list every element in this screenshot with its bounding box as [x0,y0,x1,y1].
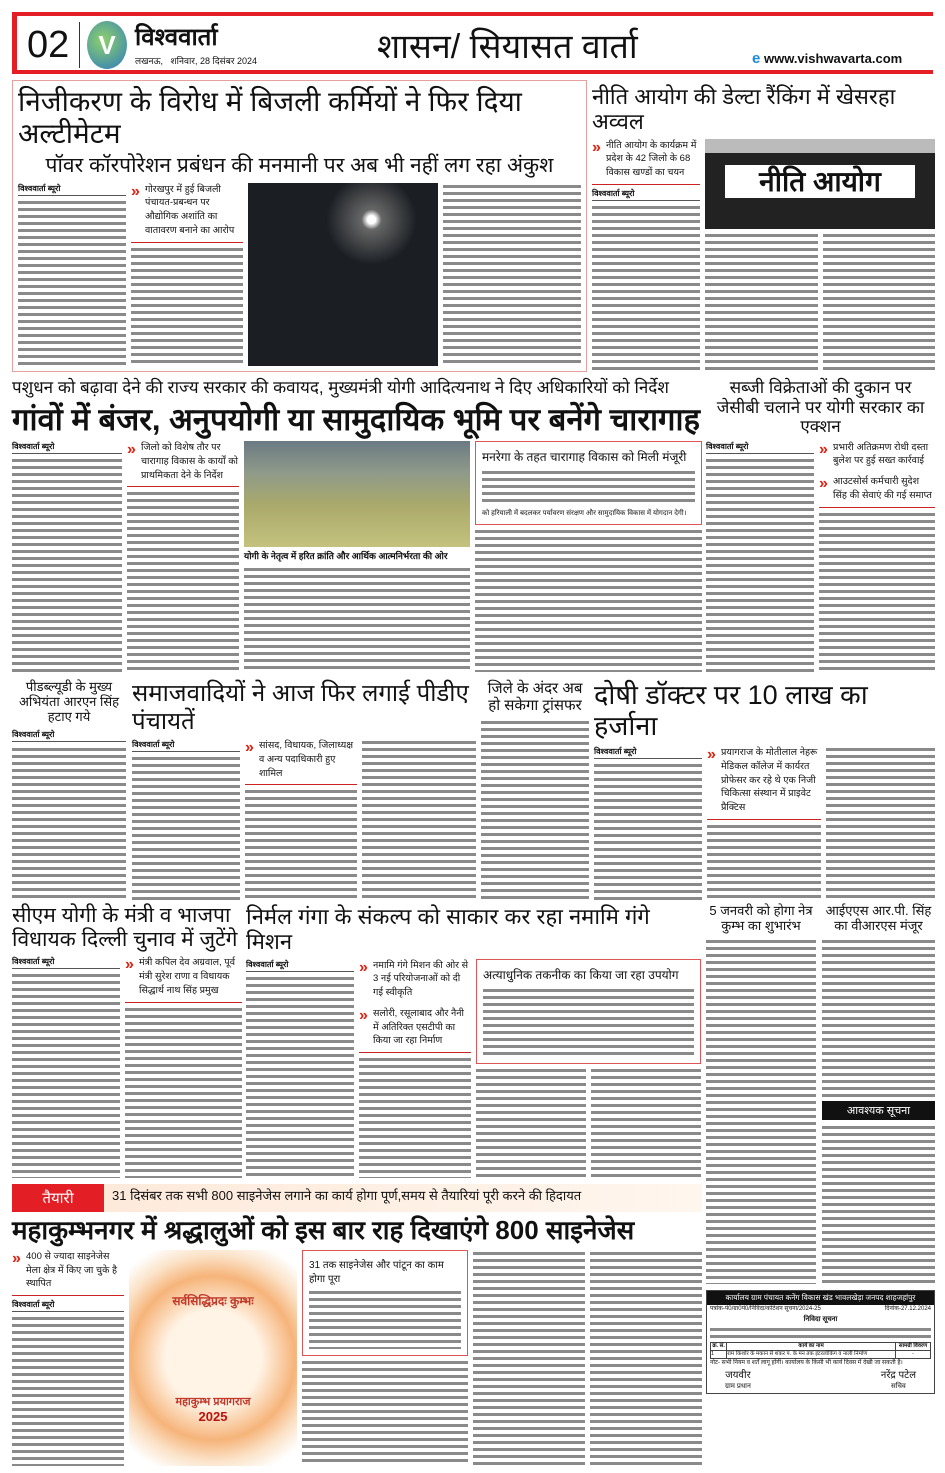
box-headline: 31 तक साइनेजेस और पांटून का काम होगा पूरा [309,1259,444,1285]
mnrega-box [475,441,702,525]
box-headline: अत्याधुनिक तकनीक का किया जा रहा उपयोग [483,967,679,982]
story-signage [12,1184,702,1466]
cell: 1 [711,1350,727,1358]
body-column [823,232,936,372]
notice-body [822,1124,935,1284]
photo-sign: नीति आयोग [725,165,915,199]
page-number: 02 [27,24,70,66]
body-column [244,566,470,672]
body-column [127,490,239,672]
pull-quote: » प्रयागराज के मोतीलाल नेहरू मेडिकल कॉलेज में कार्यरत प्रोफेसर कर रहे थे एक निजी चिकित्सा संस्थान में प्राइवेट प्रैक्टिस [707,746,821,820]
tender-notice [706,1290,935,1394]
signatory-role: ग्राम प्रधान [725,1382,751,1390]
pull-quote: » 400 से ज्यादा साइनेजेस मेला क्षेत्र में किए जा चुके है स्थापित [12,1250,124,1296]
byline: विश्ववार्ता ब्यूरो [592,188,700,201]
body-column [706,457,814,672]
body-column [302,1359,468,1466]
website-link[interactable]: e www.vishwavarta.com [752,50,903,67]
cell: - [895,1350,930,1358]
box-body [483,987,694,1057]
story-doctor [594,680,935,900]
pull-quote: » मंत्री कपिल देव अग्रवाल, पूर्व मंत्री सुरेश राणा व विधायक सिद्धार्थ नाथ सिंह प्रमुख [125,956,242,1002]
paper-name: विश्ववार्ता [135,24,218,51]
headline-delhi: सीएम योगी के मंत्री व भाजपा विधायक दिल्ली चुनाव में जुटेंगे [12,904,238,952]
body-column [131,246,243,366]
byline: विश्ववार्ता ब्यूरो [18,183,126,196]
pull-quote: » जिलो को विशेष तौर पर चारागाह विकास के कार्यों को प्राथमिकता देने के निर्देश [127,441,239,487]
notice-table [710,1342,931,1359]
headline-vendors: सब्जी विक्रेताओं की दुकान पर जेसीबी चलाने पर योगी सरकार का एक्शन [716,378,925,437]
body-column [246,975,354,1178]
cell: राम किशोर के मकान से शंकर प. के मन तक इंटरलॉकिंग व नाली निर्माण [727,1350,896,1358]
byline: विश्ववार्ता ब्यूरो [12,956,120,969]
body-column [592,204,700,372]
story-vendors [706,378,935,672]
box-body [482,469,695,505]
pull-quote: » नीति आयोग के कार्यक्रम में प्रदेश के 42 जिलो के 68 विकास खण्डों का चयन [592,139,700,185]
byline: विश्ववार्ता ब्यूरो [132,739,240,752]
body-column [591,1067,701,1178]
body-column [819,511,935,672]
pull-quote: » प्रभारी अतिक्रमण रोधी दस्ता बुलेश पर हुई सख्त कार्रवाई [819,441,935,473]
logo-sub: महाकुम्भ प्रयागराज [175,1395,251,1408]
headline-ias: आईएएस आर.पी. सिंह का वीआरएस मंजूर [825,903,932,933]
body-column [132,755,240,900]
body-column [125,1006,242,1178]
headline: निजीकरण के विरोध में बिजली कर्मियों ने फिर दिया अल्टीमेटम [18,86,522,150]
technology-box [476,959,701,1064]
signatory-name: जयवीर [725,1369,751,1381]
masthead [12,12,933,74]
body-column [594,762,702,900]
body-column [443,183,581,366]
header-rule [12,70,933,74]
logo-icon: V [87,21,127,69]
bold-lede: योगी के नेतृत्व में हरित क्रांति और आर्थिक आत्मनिर्भरता की ओर [244,551,448,562]
cattle-photo [244,441,470,547]
headline-samajwadi: समाजवादियों ने आज फिर लगाई पीडीए पंचायतें [132,680,469,735]
byline: विश्ववार्ता ब्यूरो [12,441,122,454]
body-column [12,972,120,1178]
preparation-banner [12,1184,702,1212]
byline: विश्ववार्ता ब्यूरो [594,746,702,759]
notice-title: आवश्यक सूचना [822,1101,935,1120]
notice-ref: पत्रांक-पं0/ग्रा0पं0/निविदा/कोटेशन सूचना/2024-25 [710,1305,821,1312]
headline-doctor: दोषी डॉक्टर पर 10 लाख का हर्जाना [594,680,868,742]
pull-quote: » नमामि गंगे मिशन की ओर से 3 नई परियोजनाओं को दी गई स्वीकृति [359,959,471,1004]
banner-text: 31 दिसंबर तक सभी 800 साइनेजेस लगाने का कार्य होगा पूर्ण,समय से तैयारियां पूरी करने की हिदायत [112,1188,582,1203]
notice-note: नोट- सभी नियम व शर्तें लागू होंगी। कार्यालय के किसी भी कार्य दिवस में देखी जा सकती है। [710,1359,903,1366]
body-column [473,1250,585,1466]
story-ias [822,904,935,1284]
body-column [18,199,126,366]
pull-quote: » सांसद, विधायक, जिलाध्यक्ष व अन्य पदाधिकारी हुए शामिल [245,739,357,785]
byline: विश्ववार्ता ब्यूरो [12,1299,124,1312]
body-column [481,719,589,901]
headline-pwd: पीडब्ल्यूडी के मुख्य अभियंता आरएन सिंह हटाए गये [18,679,120,724]
notice-meta [707,1305,934,1315]
logo-text: सर्वसिद्धिप्रदः कुम्भः [172,1294,254,1309]
headline-eye-kumbh: 5 जनवरी को होगा नेत्र कुम्भ का शुभारंभ [709,903,813,933]
mahakumbh-logo [129,1250,297,1466]
box-body [309,1289,461,1349]
body-column [475,528,702,672]
browser-icon: e [752,50,761,67]
subhead: पॉवर कॉरपोरेशन प्रबंधन की मनमानी पर अब भी नहीं लग रहा अंकुश [45,154,554,178]
byline: विश्ववार्ता ब्यूरो [246,959,354,972]
pull-quote: » आउटसोर्स कर्मचारी सुदेश सिंह की सेवाएं की गई समाप्त [819,475,935,508]
body-column [359,1056,471,1178]
pull-quote: » सलोरी, रसूलाबाद और नैनी में अतिरिक्त एसटीपी का किया जा रहा निर्माण [359,1007,471,1053]
body-column [707,823,821,900]
headline-signage: महाकुम्भनगर में श्रद्धालुओं को इस बार राह दिखाएंगे 800 साइनेजेस [12,1215,635,1245]
section-title: शासन/ सियासत वार्ता [377,28,638,66]
signatory-name: नरेंद्र पटेल [880,1369,916,1381]
body-column [705,232,818,372]
headline-transfer: जिले के अंदर अब हो सकेगा ट्रांसफर [487,680,583,715]
pull-quote: » गोरखपुर में हुई बिजली पंचायत-प्रबन्धन पर औद्योगिक अशांति का वातावरण बनाने का आरोप [131,183,243,243]
body-column [476,1067,586,1178]
kicker: पशुधन को बढ़ावा देने की राज्य सरकार की कवायद, मुख्यमंत्री योगी आदित्यनाथ ने दिए अधिकारियों को निर्देश [12,378,669,397]
body-column [706,938,816,1284]
body-column [245,788,357,900]
byline: विश्ववार्ता ब्यूरो [706,441,814,454]
body-column [12,746,126,900]
col-header: सामग्री विवरण [895,1342,930,1350]
body-column [822,938,935,1098]
story-eye-kumbh [706,904,816,1284]
box-headline: मनरेगा के तहत चारागाह विकास को मिली मंजूरी [482,450,687,465]
body-column [362,739,476,900]
headline-ganga: निर्मल गंगा के संकल्प को साकार कर रहा नमामि गंगे मिशन [246,904,650,955]
story-privatization [12,80,587,372]
story-transfer [481,680,589,900]
banner-label: तैयारी [12,1184,104,1212]
col-header: क्र. सं. [712,1342,725,1349]
notice-office: कार्यालय ग्राम पंचायत कनेंग विकास खंड भावलखेड़ा जनपद शाहजहांपुर [707,1291,934,1305]
notice-body [710,1326,931,1340]
body-column [12,1315,124,1466]
story-samajwadi [132,680,476,900]
divider [79,22,80,68]
signage-box [302,1250,468,1356]
story-ganga [246,904,701,1178]
notice-title: निविदा सूचना [803,1315,838,1323]
headline-pasture: गांवों में बंजर, अनुपयोगी या सामुदायिक भूमि पर बनेंगे चारागाह [12,401,700,437]
byline: विश्ववार्ता ब्यूरो [12,729,126,742]
signatures [707,1369,934,1393]
signatory-role: सचिव [890,1382,906,1390]
niti-aayog-photo [705,139,935,229]
story-pasture [12,378,702,672]
box-last-line: को हरियाली में बदलकर पर्यावरण संरक्षण और सामुदायिक विकास में योगदान देगी। [482,510,687,518]
body-column [826,746,935,900]
body-column [590,1250,702,1466]
dateline: लखनऊ, शनिवार, 28 दिसंबर 2024 [135,56,258,66]
story-delhi [12,904,242,1178]
story-pwd [12,680,126,900]
notice-date: दिनांक-27.12.2024 [884,1305,931,1312]
col-header: कार्य का नाम [727,1342,896,1350]
story-niti [592,84,935,372]
logo-year: 2025 [198,1408,228,1424]
body-column [12,457,122,672]
protest-photo [248,183,438,366]
headline: नीति आयोग की डेल्टा रैंकिंग में खेसरहा अव्वल [592,84,896,135]
